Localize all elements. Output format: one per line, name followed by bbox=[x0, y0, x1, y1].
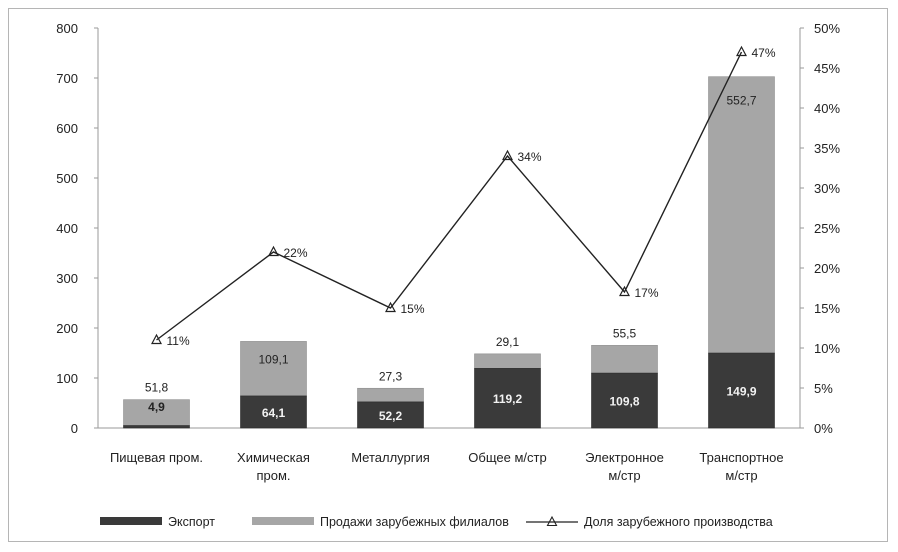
x-category-label: пром. bbox=[256, 468, 291, 483]
y-left-tick-label: 500 bbox=[56, 171, 78, 186]
y-left-tick-label: 0 bbox=[70, 421, 78, 436]
y-left-tick-label: 700 bbox=[56, 71, 78, 86]
legend-label-share: Доля зарубежного производства bbox=[584, 515, 773, 529]
sales-data-label: 29,1 bbox=[495, 334, 520, 349]
y-right-tick-label: 10% bbox=[814, 341, 841, 356]
export-data-label: 119,2 bbox=[492, 392, 523, 407]
y-left-tick-label: 800 bbox=[56, 21, 78, 36]
x-category-label: м/стр bbox=[725, 468, 758, 483]
sales-data-label: 51,8 bbox=[144, 380, 169, 395]
sales-data-label: 552,7 bbox=[726, 93, 757, 108]
legend-swatch-export bbox=[100, 517, 162, 525]
export-data-label: 149,9 bbox=[726, 384, 757, 399]
sales-data-label: 27,3 bbox=[378, 369, 403, 384]
bar-sales-segment bbox=[475, 354, 541, 369]
y-left-tick-label: 400 bbox=[56, 221, 78, 236]
x-category-label: Химическая bbox=[237, 450, 310, 465]
y-left-tick-label: 100 bbox=[56, 371, 78, 386]
share-data-label: 47% bbox=[751, 46, 776, 60]
x-category-label: Транспортное bbox=[699, 450, 784, 465]
export-data-label: 109,8 bbox=[609, 394, 640, 409]
y-right-tick-label: 45% bbox=[814, 61, 841, 76]
legend-label-sales: Продажи зарубежных филиалов bbox=[320, 515, 509, 529]
legend-swatch-sales bbox=[252, 517, 314, 525]
legend-label-export: Экспорт bbox=[168, 515, 215, 529]
y-right-tick-label: 50% bbox=[814, 21, 841, 36]
bar-export-segment bbox=[124, 426, 190, 428]
bar-sales-segment bbox=[709, 77, 775, 353]
y-right-tick-label: 5% bbox=[814, 381, 833, 396]
y-left-tick-label: 300 bbox=[56, 271, 78, 286]
y-right-tick-label: 25% bbox=[814, 221, 841, 236]
x-category-label: Общее м/стр bbox=[468, 450, 547, 465]
y-right-tick-label: 30% bbox=[814, 181, 841, 196]
x-category-label: Пищевая пром. bbox=[109, 450, 204, 465]
y-right-tick-label: 0% bbox=[814, 421, 833, 436]
y-left-tick-label: 600 bbox=[56, 121, 78, 136]
share-data-label: 34% bbox=[517, 150, 542, 164]
sales-data-label: 55,5 bbox=[612, 326, 637, 341]
share-data-label: 11% bbox=[166, 334, 190, 348]
x-category-label: м/стр bbox=[608, 468, 641, 483]
y-right-tick-label: 35% bbox=[814, 141, 841, 156]
y-left-tick-label: 200 bbox=[56, 321, 78, 336]
x-category-label: Металлургия bbox=[351, 450, 430, 465]
share-data-label: 17% bbox=[634, 286, 659, 300]
bar-sales-segment bbox=[358, 388, 424, 402]
bar-sales-segment bbox=[241, 341, 307, 396]
export-data-label: 52,2 bbox=[378, 408, 403, 423]
share-data-label: 15% bbox=[400, 302, 425, 316]
export-data-label: 4,9 bbox=[148, 400, 165, 414]
export-data-label: 64,1 bbox=[261, 405, 286, 420]
y-right-tick-label: 40% bbox=[814, 101, 841, 116]
share-data-label: 22% bbox=[283, 246, 308, 260]
legend-marker-share bbox=[548, 517, 557, 526]
share-point-marker bbox=[737, 47, 746, 56]
y-right-tick-label: 15% bbox=[814, 301, 841, 316]
bar-sales-segment bbox=[592, 345, 658, 373]
sales-data-label: 109,1 bbox=[258, 352, 289, 367]
y-right-tick-label: 20% bbox=[814, 261, 841, 276]
x-category-label: Электронное bbox=[585, 450, 664, 465]
